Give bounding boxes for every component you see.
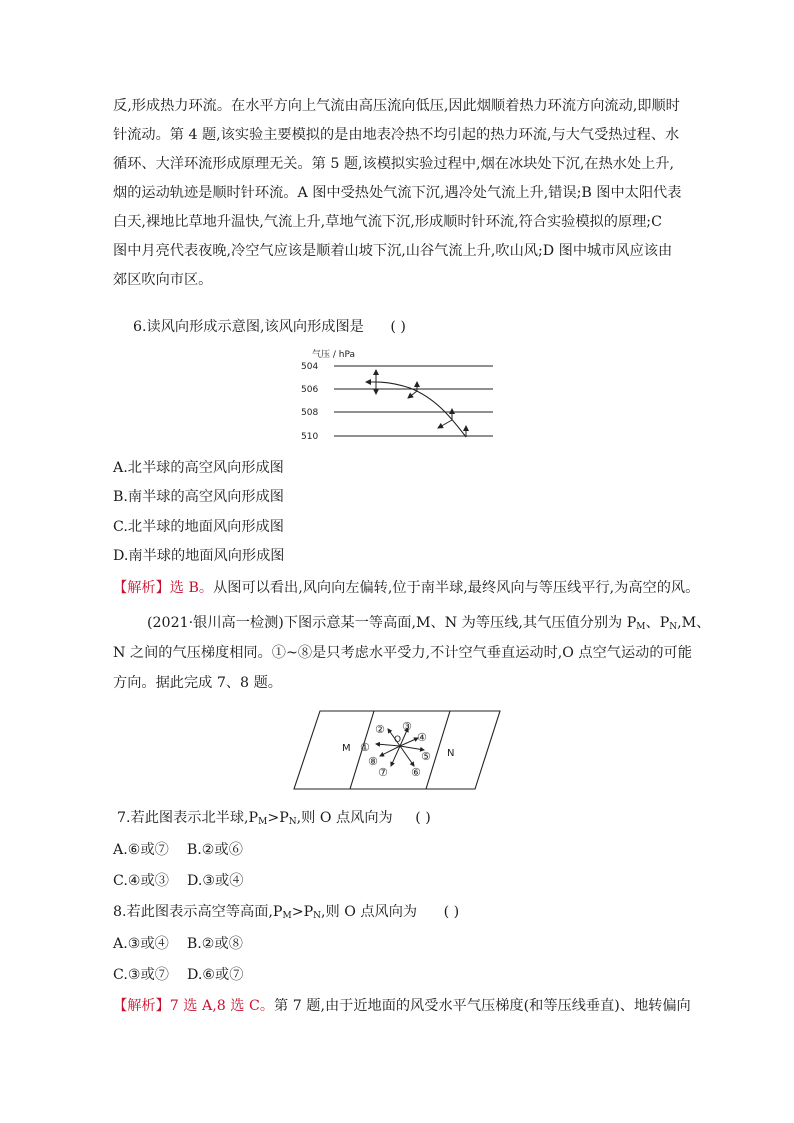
- q7-options-row-2: [113, 871, 243, 891]
- paragraph-line-6: 图中月亮代表夜晚,冷空气应该是顺着山坡下沉,山谷气流上升,吹山风;D 图中城市风应该由: [113, 243, 673, 259]
- question-6-stem: [133, 317, 406, 337]
- q8-option-a: A.③或④: [113, 936, 169, 952]
- q6-analysis: [113, 578, 699, 598]
- num-7: ⑦: [378, 766, 388, 779]
- analysis-tag: 【解析】: [113, 998, 170, 1014]
- q8-options-row-2: [113, 965, 243, 985]
- isobar-plane-diagram: [290, 706, 505, 794]
- paragraph-line-2: 针流动。第 4 题,该实验主要模拟的是由地表冷热不均引起的热力环流,与大气受热过程、水: [113, 127, 680, 143]
- isobar-label-504: 504: [301, 362, 319, 372]
- num-8: ⑧: [368, 755, 378, 768]
- answer-bracket: ( ): [443, 904, 460, 920]
- num-2: ②: [375, 723, 385, 736]
- intro-line-3: 方向。据此完成 7、8 题。: [113, 675, 282, 691]
- isobar-label-506: 506: [301, 385, 319, 395]
- q8-option-c: C.③或⑦: [113, 967, 169, 983]
- answer-label: 选 B。: [169, 580, 214, 596]
- num-4: ④: [417, 731, 427, 744]
- analysis-text: 第 7 题,由于近地面的风受水平气压梯度(和等压线垂直)、地转偏向: [274, 998, 691, 1014]
- num-5: ⑤: [421, 750, 431, 763]
- q8-option-b: B.②或⑧: [186, 936, 243, 952]
- pressure-axis-label: 气压 / hPa: [312, 350, 355, 360]
- q6-option-d: D.南半球的地面风向形成图: [113, 548, 285, 564]
- analysis-text: 从图可以看出,风向向左偏转,位于南半球,最终风向与等压线平行,为高空的风。: [213, 580, 700, 596]
- intro-line-1: (2021·银川高一检测)下图示意某一等高面,M、N 为等压线,其气压值分别为 $P_M$、$P_N,M$、: [147, 615, 711, 632]
- plane-outline: [294, 711, 500, 789]
- question-8-stem: 8.若此图表示高空等高面$,P_M>P_N$,则 O 点风向为 ( ): [113, 904, 460, 921]
- wind-formation-diagram: [290, 346, 500, 446]
- q6-option-c: C.北半球的地面风向形成图: [113, 519, 284, 535]
- q6-option-a: A.北半球的高空风向形成图: [113, 460, 284, 476]
- num-3: ③: [402, 720, 412, 733]
- analysis-tag: 【解析】: [113, 580, 170, 596]
- num-1: ①: [360, 741, 370, 754]
- direction-7-arrow: [391, 746, 400, 766]
- q7-option-c: C.④或③: [113, 873, 169, 889]
- q7-options-row-1: [113, 840, 243, 860]
- q6-option-b: B.南半球的高空风向形成图: [113, 489, 284, 505]
- q8-option-d: D.⑥或⑦: [186, 967, 244, 983]
- label-m: M: [342, 743, 351, 754]
- answer-label: 7 选 A,8 选 C。: [169, 998, 275, 1014]
- answer-bracket: ( ): [390, 319, 406, 335]
- q7-option-d: D.③或④: [186, 873, 244, 889]
- paragraph-line-4: 烟的运动轨迹是顺时针环流。A 图中受热处气流下沉,遇冷处气流上升,错误;B 图中太阳代表: [113, 185, 682, 201]
- label-o: O: [394, 735, 402, 745]
- isobar-label-508: 508: [301, 408, 319, 418]
- deflection-arrow: [438, 420, 452, 428]
- q8-options-row-1: [113, 934, 243, 954]
- paragraph-line-5: 白天,裸地比草地升温快,气流上升,草地气流下沉,形成顺时针环流,符合实验模拟的原理;C: [113, 214, 662, 230]
- paragraph-line-7: 郊区吹向市区。: [113, 272, 213, 288]
- q7-option-b: B.②或⑥: [186, 842, 243, 858]
- q78-analysis: [113, 996, 691, 1016]
- label-n: N: [447, 748, 455, 759]
- question-6-text: 6.读风向形成示意图,该风向形成图是: [133, 319, 364, 335]
- direction-6-arrow: [400, 746, 414, 766]
- paragraph-line-1: 反,形成热力环流。在水平方向上气流由高压流向低压,因此烟顺着热力环流方向流动,即顺时: [113, 98, 680, 114]
- intro-line-2: N 之间的气压梯度相同。①~⑧是只考虑水平受力,不计空气垂直运动时,O 点空气运动的可能: [113, 645, 692, 661]
- q7-option-a: A.⑥或⑦: [113, 842, 169, 858]
- question-7-stem: 7.若此图表示北半球$,P_M>P_N$,则 O 点风向为 ( ): [117, 810, 431, 827]
- answer-bracket: ( ): [415, 810, 431, 826]
- paragraph-line-3: 循环、大洋环流形成原理无关。第 5 题,该模拟实验过程中,烟在冰块处下沉,在热水处上升,: [113, 156, 675, 172]
- num-6: ⑥: [411, 766, 421, 779]
- direction-8-arrow: [380, 746, 400, 756]
- deflection-arrow: [408, 391, 417, 398]
- isobar-label-510: 510: [301, 432, 319, 442]
